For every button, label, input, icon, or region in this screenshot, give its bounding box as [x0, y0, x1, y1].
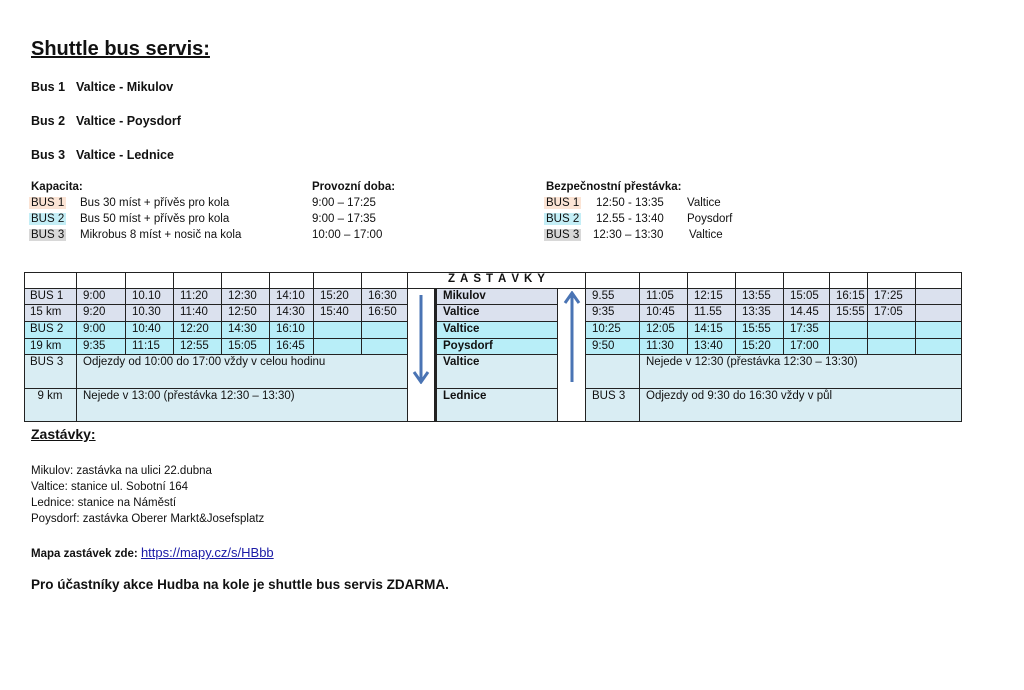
departure-time: 11:40: [174, 305, 222, 322]
departure-time: 15:55: [830, 305, 868, 322]
bus-tag: BUS 2: [31, 213, 65, 225]
departure-time: 15:40: [314, 305, 362, 322]
departure-time: 15:05: [222, 339, 270, 355]
stop-description: Valtice: stanice ul. Sobotní 164: [31, 481, 189, 493]
break-place: Poysdorf: [687, 213, 733, 225]
stop-name: Lednice: [435, 389, 558, 422]
header-cell: [586, 272, 640, 289]
departure-time: [314, 339, 362, 355]
safety-break-row: [546, 213, 733, 225]
capacity-row: [31, 213, 230, 225]
departure-time: 12:05: [640, 322, 688, 339]
departure-time: 14:30: [222, 322, 270, 339]
header-cell: [736, 272, 784, 289]
departure-time: 14:15: [688, 322, 736, 339]
departure-time: 13:40: [688, 339, 736, 355]
bus3-note: Nejede v 13:00 (přestávka 12:30 – 13:30): [77, 389, 408, 422]
timetable: [24, 272, 962, 422]
route-name: Valtice - Mikulov: [76, 80, 174, 94]
arrow-down-icon: [411, 293, 431, 384]
map-line: [31, 545, 274, 560]
departure-time: [916, 305, 962, 322]
capacity-row: [31, 197, 230, 209]
departure-time: 11.55: [688, 305, 736, 322]
map-link[interactable]: https://mapy.cz/s/HBbb: [140, 545, 274, 560]
departure-time: 10.30: [126, 305, 174, 322]
header-cell: [784, 272, 830, 289]
departure-time: 12:55: [174, 339, 222, 355]
route-name: Valtice - Lednice: [76, 148, 174, 162]
header-cell: [830, 272, 868, 289]
safety-break-heading: Bezpečnostní přestávka:: [546, 181, 682, 193]
stop-description: Mikulov: zastávka na ulici 22.dubna: [31, 465, 212, 477]
departure-time: [830, 322, 868, 339]
row-label: 19 km: [24, 339, 77, 355]
bus3-note: Nejede v 12:30 (přestávka 12:30 – 13:30): [640, 355, 962, 389]
departure-time: 9:50: [586, 339, 640, 355]
departure-time: 17:05: [868, 305, 916, 322]
header-cell: [314, 272, 362, 289]
map-label: Mapa zastávek zde:: [31, 548, 138, 560]
route-bus-label: Bus 1: [31, 80, 66, 94]
departure-time: 9.55: [586, 289, 640, 305]
departure-time: 10:45: [640, 305, 688, 322]
break-time: 12:50 - 13:35: [596, 197, 664, 209]
capacity-heading: Kapacita:: [31, 181, 83, 193]
departure-time: [916, 322, 962, 339]
stop-name: Valtice: [435, 355, 558, 389]
departure-time: [314, 322, 362, 339]
operating-hours-value: 10:00 – 17:00: [312, 229, 383, 241]
stops-header: ZASTÁVKY: [408, 272, 586, 289]
departure-time: [916, 339, 962, 355]
break-place: Valtice: [689, 229, 723, 241]
header-cell: [126, 272, 174, 289]
departure-time: 14.45: [784, 305, 830, 322]
departure-time: 16:15: [830, 289, 868, 305]
header-cell: [24, 272, 77, 289]
row-label: BUS 3: [586, 389, 640, 422]
header-cell: [868, 272, 916, 289]
departure-time: [362, 339, 408, 355]
departure-time: [868, 339, 916, 355]
page-title: Shuttle bus servis:: [31, 38, 210, 60]
break-place: Valtice: [687, 197, 721, 209]
departure-time: 12:15: [688, 289, 736, 305]
departure-time: 9:35: [77, 339, 126, 355]
safety-break-row: [546, 197, 721, 209]
departure-time: 13:55: [736, 289, 784, 305]
departure-time: 9:00: [77, 289, 126, 305]
row-label: 9 km: [24, 389, 77, 422]
departure-time: 15:55: [736, 322, 784, 339]
departure-time: 17:25: [868, 289, 916, 305]
header-cell: [77, 272, 126, 289]
bus3-note: Odjezdy od 10:00 do 17:00 vždy v celou hodinu: [77, 355, 408, 389]
header-cell: [916, 272, 962, 289]
row-label: BUS 3: [24, 355, 77, 389]
row-label: BUS 1: [24, 289, 77, 305]
capacity-desc: Bus 30 míst + přívěs pro kola: [80, 197, 230, 209]
header-cell: [174, 272, 222, 289]
capacity-row: [31, 229, 242, 241]
departure-time: 11:20: [174, 289, 222, 305]
stop-name: Poysdorf: [435, 339, 558, 355]
bus-tag: BUS 1: [31, 197, 65, 209]
break-time: 12.55 - 13:40: [596, 213, 664, 225]
departure-time: 10.10: [126, 289, 174, 305]
route-bus-3: [31, 148, 174, 162]
capacity-desc: Bus 50 míst + přívěs pro kola: [80, 213, 230, 225]
operating-hours-heading: Provozní doba:: [312, 181, 396, 193]
row-label: 15 km: [24, 305, 77, 322]
departure-time: 12:20: [174, 322, 222, 339]
row-label: [586, 355, 640, 389]
route-bus-label: Bus 3: [31, 148, 66, 162]
stop-description: Lednice: stanice na Náměstí: [31, 497, 177, 509]
departure-time: 12:30: [222, 289, 270, 305]
departure-time: 11:05: [640, 289, 688, 305]
bus-tag: BUS 2: [546, 213, 580, 225]
departure-time: 11:30: [640, 339, 688, 355]
bus-tag: BUS 1: [546, 197, 580, 209]
departure-time: 14:10: [270, 289, 314, 305]
departure-time: 15:20: [314, 289, 362, 305]
header-cell: [640, 272, 688, 289]
departure-time: 9:20: [77, 305, 126, 322]
row-label: BUS 2: [24, 322, 77, 339]
departure-time: [916, 289, 962, 305]
departure-time: 17:00: [784, 339, 830, 355]
departure-time: 12:50: [222, 305, 270, 322]
departure-time: 16:10: [270, 322, 314, 339]
departure-time: 13:35: [736, 305, 784, 322]
departure-time: 15:05: [784, 289, 830, 305]
departure-time: 15:20: [736, 339, 784, 355]
departure-time: 11:15: [126, 339, 174, 355]
stop-name: Valtice: [435, 305, 558, 322]
operating-hours-value: 9:00 – 17:35: [312, 213, 376, 225]
departure-time: 16:45: [270, 339, 314, 355]
route-bus-label: Bus 2: [31, 114, 66, 128]
operating-hours-value: 9:00 – 17:25: [312, 197, 376, 209]
departure-time: [868, 322, 916, 339]
departure-time: 9:35: [586, 305, 640, 322]
header-cell: [270, 272, 314, 289]
arrow-up-icon: [562, 291, 582, 384]
safety-break-row: [546, 229, 723, 241]
header-cell: [688, 272, 736, 289]
departure-time: 9:00: [77, 322, 126, 339]
bus-tag: BUS 3: [31, 229, 65, 241]
route-bus-2: [31, 114, 181, 128]
break-time: 12:30 – 13:30: [593, 229, 664, 241]
departure-time: [362, 322, 408, 339]
departure-time: [830, 339, 868, 355]
route-bus-1: [31, 80, 173, 94]
route-name: Valtice - Poysdorf: [76, 114, 181, 128]
stop-name: Mikulov: [435, 289, 558, 305]
departure-time: 14:30: [270, 305, 314, 322]
stops-heading: Zastávky:: [31, 426, 96, 442]
capacity-desc: Mikrobus 8 míst + nosič na kola: [80, 229, 242, 241]
header-cell: [222, 272, 270, 289]
departure-time: 10:25: [586, 322, 640, 339]
departure-time: 16:50: [362, 305, 408, 322]
header-cell: [362, 272, 408, 289]
departure-time: 10:40: [126, 322, 174, 339]
bus-tag: BUS 3: [546, 229, 580, 241]
departure-time: 17:35: [784, 322, 830, 339]
free-service-note: Pro účastníky akce Hudba na kole je shuttle bus servis ZDARMA.: [31, 577, 449, 592]
stop-description: Poysdorf: zastávka Oberer Markt&Josefsplatz: [31, 513, 265, 525]
stop-name: Valtice: [435, 322, 558, 339]
bus3-note: Odjezdy od 9:30 do 16:30 vždy v půl: [640, 389, 962, 422]
departure-time: 16:30: [362, 289, 408, 305]
